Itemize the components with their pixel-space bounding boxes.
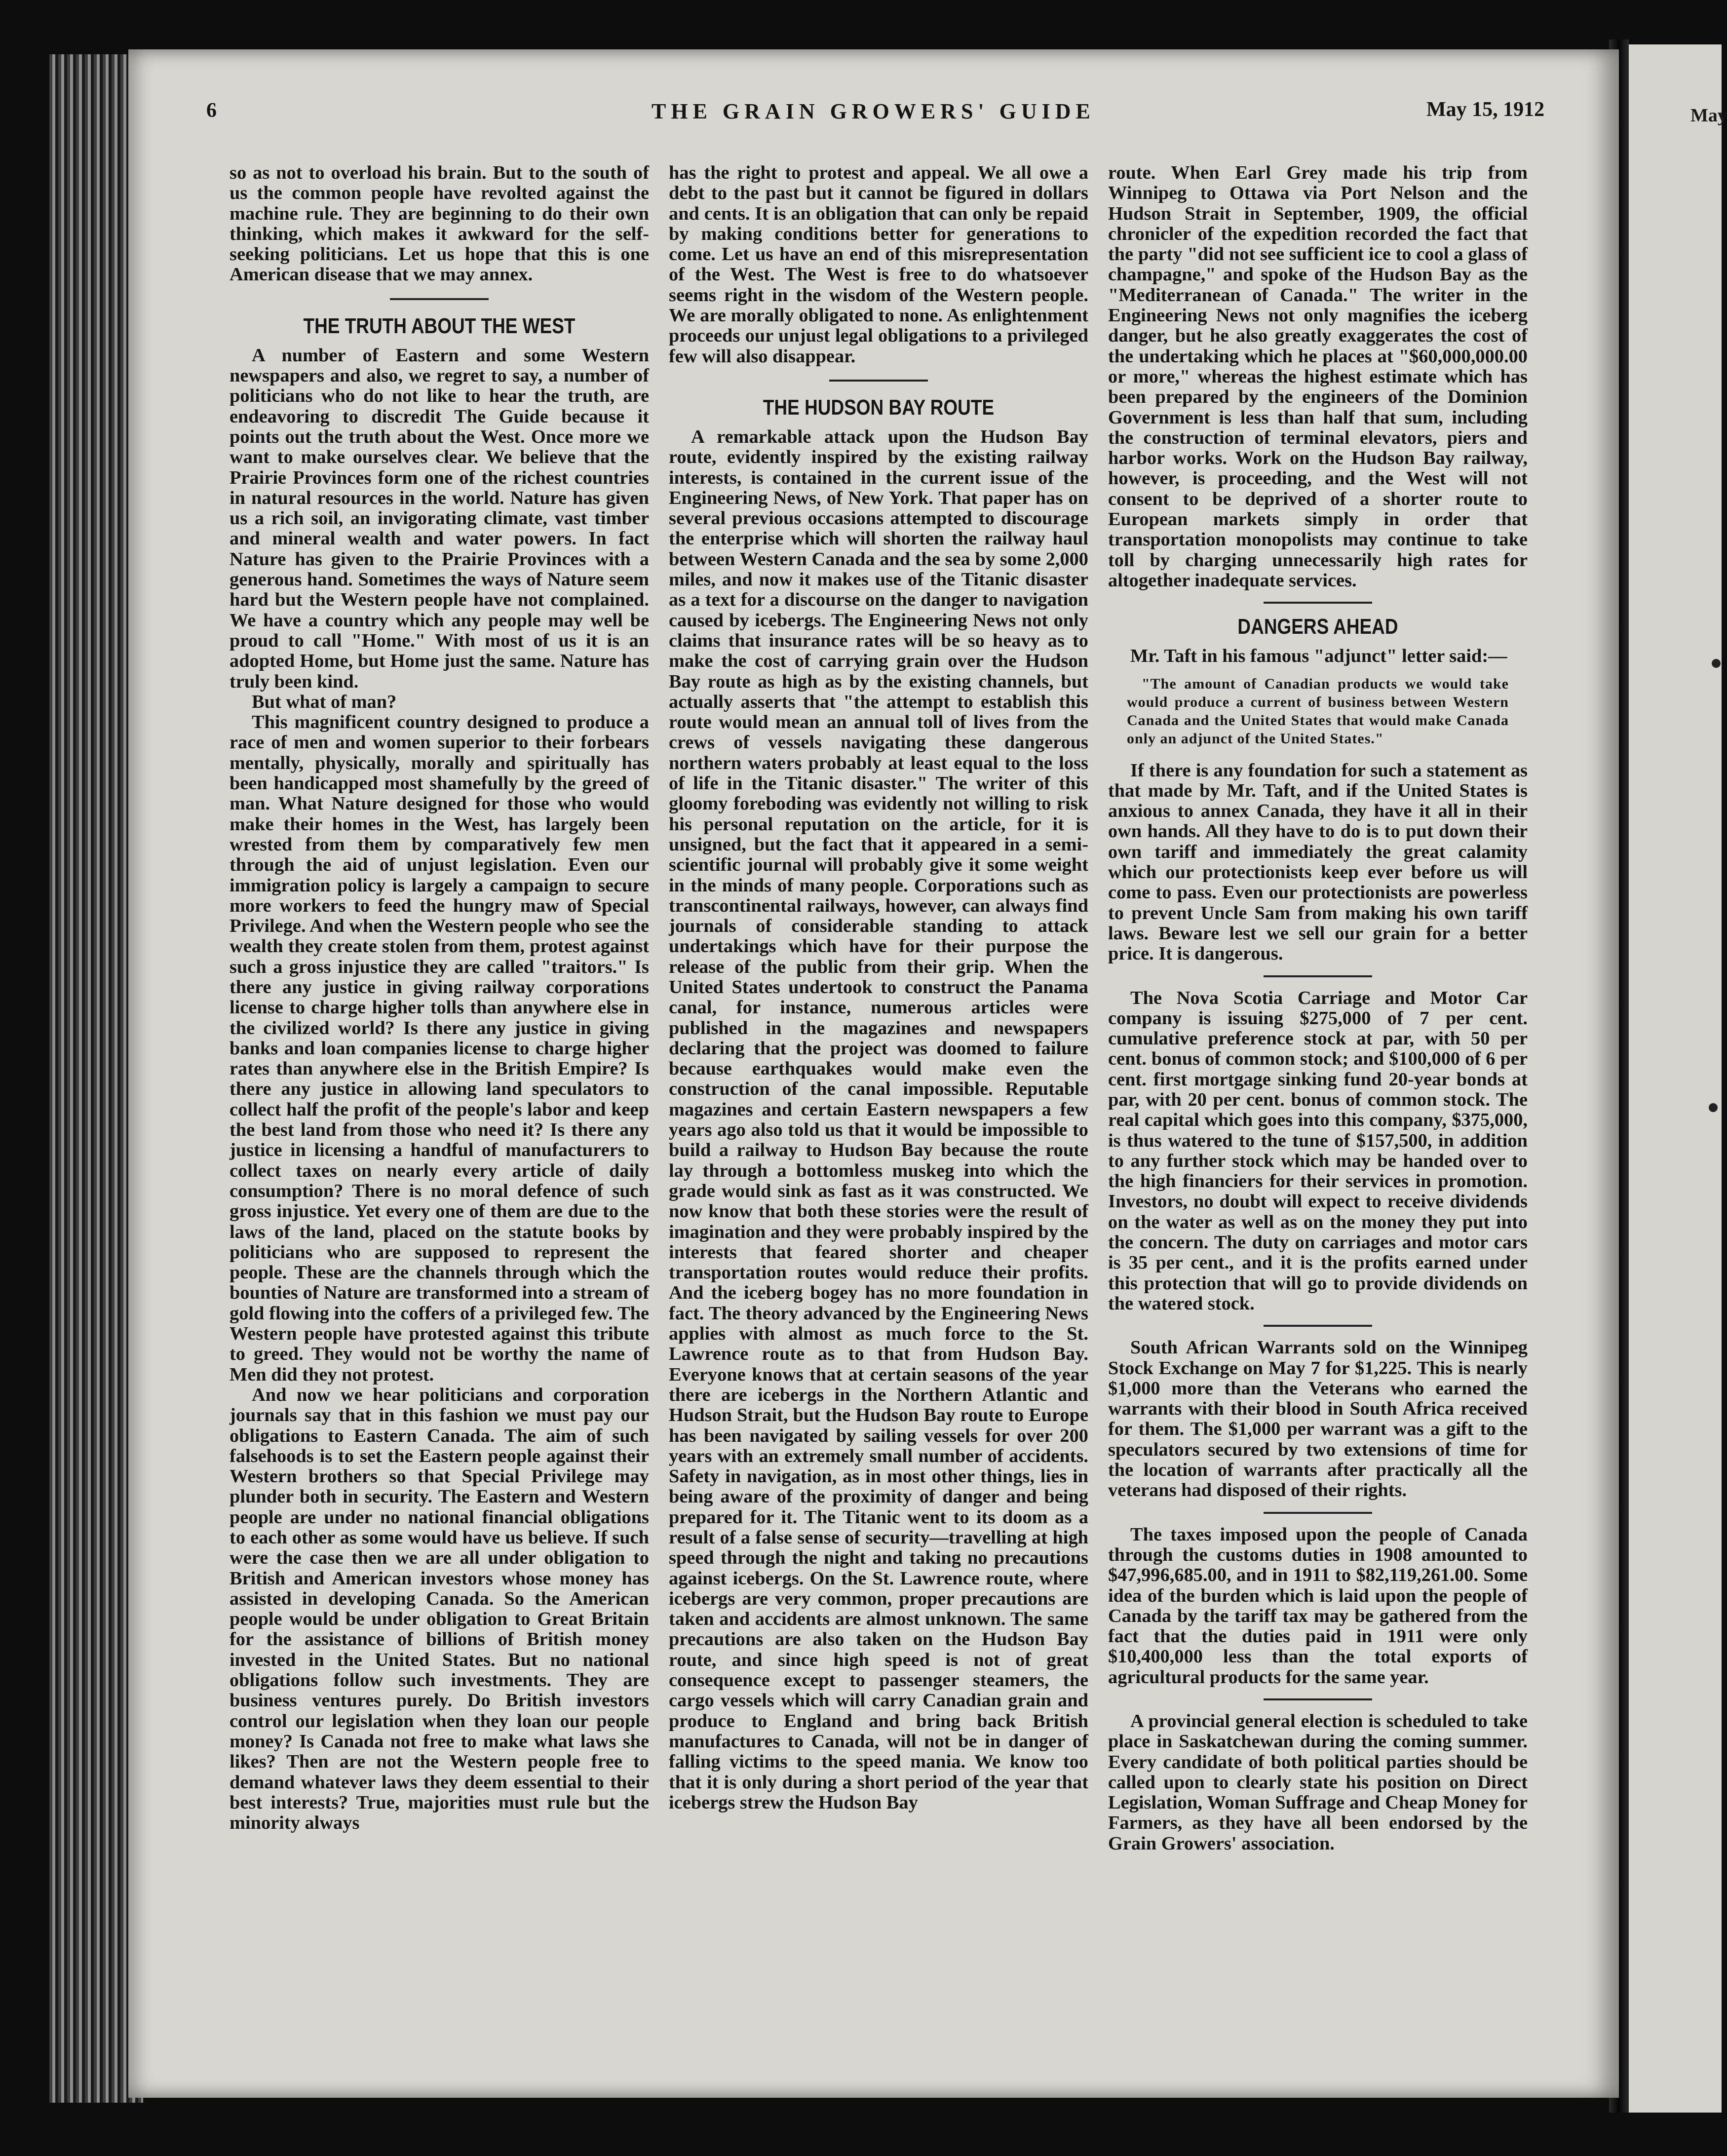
continued-text: route. When Earl Grey made his trip from Winnipeg to Ottawa via Port Nelson and the Hudson Strait in September, 1909, the official chronicler of the expedition recorded the fact that the party "did not see sufficient ice to cool a glass of champagne," and spoke of the Hudson Bay as the "Mediterranean of Canada." The writer in the Engineering News not only magnifies the iceberg danger, but he also greatly exaggerates the cost of the undertaking which he places at "$60,000,000.00 or more," whereas the highest estimate which has been prepared by the engineers of the Dominion Government is less than half that sum, including the construction of terminal elevators, piers and harbor works. Work on the Hudson Bay railway, however, is proceeding, and the West will not consent to be deprived of a shorter route to European markets simply in order that transportation monopolists may continue to take toll by charging unnecessarily high rates for altogether inadequate services.	[1108, 162, 1528, 591]
paragraph: A number of Eastern and some Western newspapers and also, we regret to say, a number of politicians who do not like to hear the truth, are endeavoring to discredit The Guide because it points out the truth about the West. Once more we want to make ourselves clear. We believe that the Prairie Provinces form one of the richest countries in natural resources in the world. Nature has given us a rich soil, an invigorating climate, vast timber and mineral wealth and water powers. In fact Nature has given to the Prairie Provinces with a generous hand. Sometimes the ways of Nature seem hard but the Western people have not complained. We have a country which any people may well be proud to call "Home." With most of us it is an adopted Home, but Home just the same. Nature has truly been kind.	[230, 345, 649, 692]
taft-quote: "The amount of Canadian products we would take would produce a current of business between Western Canada and the United States that would make Canada only an adjunct of the United States."	[1127, 675, 1509, 747]
page-number: 6	[206, 99, 217, 122]
paragraph: And now we hear politicians and corporation journals say that in this fashion we must pay our obligations to Eastern Canada. The aim of such falsehoods is to set the Eastern people against their Western brothers so that Special Privilege may plunder both in security. The Eastern and Western people are under no national financial obligations to each other as some would have us believe. If such were the case then we are all under obligation to British and American investors whose money has assisted in developing Canada. So the American people would be under obligation to Great Britain for the assistance of billions of British money invested in the United States. But no national obligations follow such investments. They are business ventures purely. Do British investors control our legislation when they loan our people money? Is Canada not free to make what laws she likes? Then are not the Western people free to demand whatever laws they deem essential to their best interests? True, majorities must rule but the minority always	[230, 1384, 649, 1834]
journal-title: THE GRAIN GROWERS' GUIDE	[652, 99, 1095, 123]
section-divider	[1264, 975, 1372, 977]
continued-text: has the right to protest and appeal. We all owe a debt to the past but it cannot be figured in dollars and cents. It is an obligation that can only be repaid by making conditions better for generations to come. Let us have an end of this misrepresentation of the West. The West is free to do whatsoever seems right in the wisdom of the Western people. We are morally obligated to none. As enlightenment proceeds our unjust legal obligations to a privileged few will also disappear.	[669, 162, 1088, 367]
issue-date: May 15, 1912	[1426, 98, 1545, 121]
newspaper-page	[128, 49, 1619, 2098]
news-item: South African Warrants sold on the Winnipeg Stock Exchange on May 7 for $1,225. This is nearly $1,000 more than the Veterans who earned the warrants with their blood in South Africa received for them. The $1,000 per warrant was a gift to the speculators secured by two extensions of time for the location of warrants after practically all the veterans had disposed of their rights.	[1108, 1337, 1528, 1501]
headline-truth-about-west: THE TRUTH ABOUT THE WEST	[303, 313, 576, 338]
section-divider	[1264, 1512, 1372, 1514]
headline-hudson-bay-route: THE HUDSON BAY ROUTE	[763, 395, 995, 420]
paragraph: A remarkable attack upon the Hudson Bay route, evidently inspired by the existing railway interests, is contained in the current issue of the Engineering News, of New York. That paper has on several previous occasions attempted to discourage the enterprise which will shorten the railway haul between Western Canada and the sea by some 2,000 miles, and now it makes use of the Titanic disaster as a text for a discourse on the danger to navigation caused by icebergs. The Engineering News not only claims that insurance rates will be so heavy as to make the cost of carrying grain over the Hudson Bay route as high as by the existing channels, but actually asserts that "the attempt to establish this route would mean an annual toll of lives from the crews of vessels navigating these dangerous northern waters probably at least equal to the loss of life in the Titanic disaster." The writer of this gloomy foreboding was evidently not willing to risk his personal reputation on the article, for it is unsigned, but the fact that it appeared in a semi-scientific journal will probably give it some weight in the minds of many people. Corporations such as transcontinental railways, however, can always find journals of considerable standing to attack undertakings which have for their purpose the release of the public from their grip. When the United States undertook to construct the Panama canal, for instance, numerous articles were published in the magazines and newspapers declaring that the project was doomed to failure because earthquakes would make even the construction of the canal impossible. Reputable magazines and certain Eastern newspapers a few years ago also told us that it would be impossible to build a railway to Hudson Bay because the route lay through a bottomless muskeg into which the grade would sink as fast as it was constructed. We now know that both these stories were the result of imagination and they were probably inspired by the interests that feared shorter and cheaper transportation routes would reduce their profits. And the iceberg bogey has no more foundation in fact. The theory advanced by the Engineering News applies with almost as much force to the St. Lawrence route as to that from Hudson Bay. Everyone knows that at certain seasons of the year there are icebergs in the Northern Atlantic and Hudson Strait, but the Hudson Bay route to Europe has been navigated by sailing vessels for over 200 years with an extremely small number of accidents. Safety in navigation, as in most other things, lies in being aware of the proximity of danger and being prepared for it. The Titanic went to its doom as a result of a false sense of security—travelling at high speed through the night and taking no precautions against icebergs. On the St. Lawrence route, where icebergs are very common, proper precautions are taken and accidents are almost unknown. The same precautions are also taken on the Hudson Bay route, and since high speed is not of great consequence except to passenger steamers, the cargo vessels which will carry Canadian grain and produce to England and bring back British manufactures to Canada, will not be in danger of falling victims to the speed mania. We know too that it is only during a short period of the year that icebergs strew the Hudson Bay	[669, 426, 1088, 1813]
news-item: The taxes imposed upon the people of Canada through the customs duties in 1908 amounted to $47,996,685.00, and in 1911 to $82,119,261.00. Some idea of the burden which is laid upon the people of Canada by the tariff tax may be gathered from the fact that the duties paid in 1911 were only $10,400,000 less than the total exports of agricultural products for the same year.	[1108, 1524, 1528, 1688]
paragraph: If there is any foundation for such a statement as that made by Mr. Taft, and if the United States is anxious to annex Canada, they have it all in their own hands. All they have to do is to put down their own tariff and immediately the great calamity which our protectionists keep ever before us will come to pass. Even our protectionists are powerless to prevent Uncle Sam from making his own tariff laws. Beware lest we sell our grain for a better price. It is dangerous.	[1108, 760, 1528, 964]
column-3	[1108, 163, 1528, 1854]
paragraph: This magnificent country designed to produce a race of men and women superior to their forbears mentally, physically, morally and spiritually has been handicapped most shamefully by the greed of man. What Nature designed for those who would make their homes in the West, has largely been wrested from them by comparatively few men through the aid of unjust legislation. Even our immigration policy is largely a campaign to secure more workers to feed the hungry maw of Special Privilege. And when the Western people who see the wealth they create stolen from them, protest against such a gross injustice they are called "traitors." Is there any justice in giving railway corporations license to charge higher tolls than anywhere else in the civilized world? Is there any justice in giving banks and loan companies license to charge higher rates than anywhere else in the British Empire? Is there any justice in allowing land speculators to collect half the profit of the people's labor and keep the best land from those who need it? Is there any justice in licensing a handful of manufacturers to collect taxes on nearly every article of daily consumption? There is no moral defence of such gross injustice. Yet every one of them are due to the laws of the land, placed on the statute books by politicians who are supposed to represent the people. These are the channels through which the bounties of Nature are transformed into a stream of gold flowing into the coffers of a privileged few. The Western people have protested against this tribute to greed. They would not be worthy the name of Men did they not protest.	[230, 712, 649, 1385]
section-divider	[390, 298, 489, 300]
news-item: The Nova Scotia Carriage and Motor Car company is issuing $275,000 of 7 per cent. cumulative preference stock at par, with 50 per cent. bonus of common stock; and $100,000 of 6 per cent. first mortgage sinking fund 20-year bonds at par, with 20 per cent. bonus of common stock. The real capital which goes into this company, $375,000, is thus watered to the tune of $157,500, in addition to any further stock which may be handed over to the high financiers for their services in promotion. Investors, no doubt will expect to receive dividends on the water as well as on the money they put into the concern. The duty on carriages and motor cars is 35 per cent., and it is the profits earned under this protection that will go to provide dividends on the watered stock.	[1108, 987, 1528, 1314]
section-divider	[1264, 602, 1372, 604]
section-divider	[1264, 1698, 1372, 1700]
scan-mark	[1709, 1103, 1718, 1112]
headline-dangers-ahead: DANGERS AHEAD	[1237, 615, 1398, 639]
column-1	[230, 163, 649, 1833]
section-divider	[1264, 1325, 1372, 1327]
section-divider	[829, 380, 928, 382]
next-page-edge	[1629, 44, 1722, 2113]
paragraph: But what of man?	[252, 691, 397, 712]
scan-mark	[1712, 659, 1721, 668]
continued-text: so as not to overload his brain. But to the south of us the common people have revolted against the machine rule. They are beginning to do their own thinking, which makes it awkward for the self-seeking politicians. Let us hope that this is one American disease that we may annex.	[230, 162, 649, 285]
news-item: A provincial general election is scheduled to take place in Saskatchewan during the coming summer. Every candidate of both political parties should be called upon to clearly state his position on Direct Legislation, Woman Suffrage and Cheap Money for Farmers, as they have all been endorsed by the Grain Growers' association.	[1108, 1711, 1528, 1854]
paragraph: Mr. Taft in his famous "adjunct" letter said:—	[1130, 646, 1507, 667]
column-2	[669, 163, 1088, 1813]
next-page-date: May	[1690, 105, 1727, 126]
